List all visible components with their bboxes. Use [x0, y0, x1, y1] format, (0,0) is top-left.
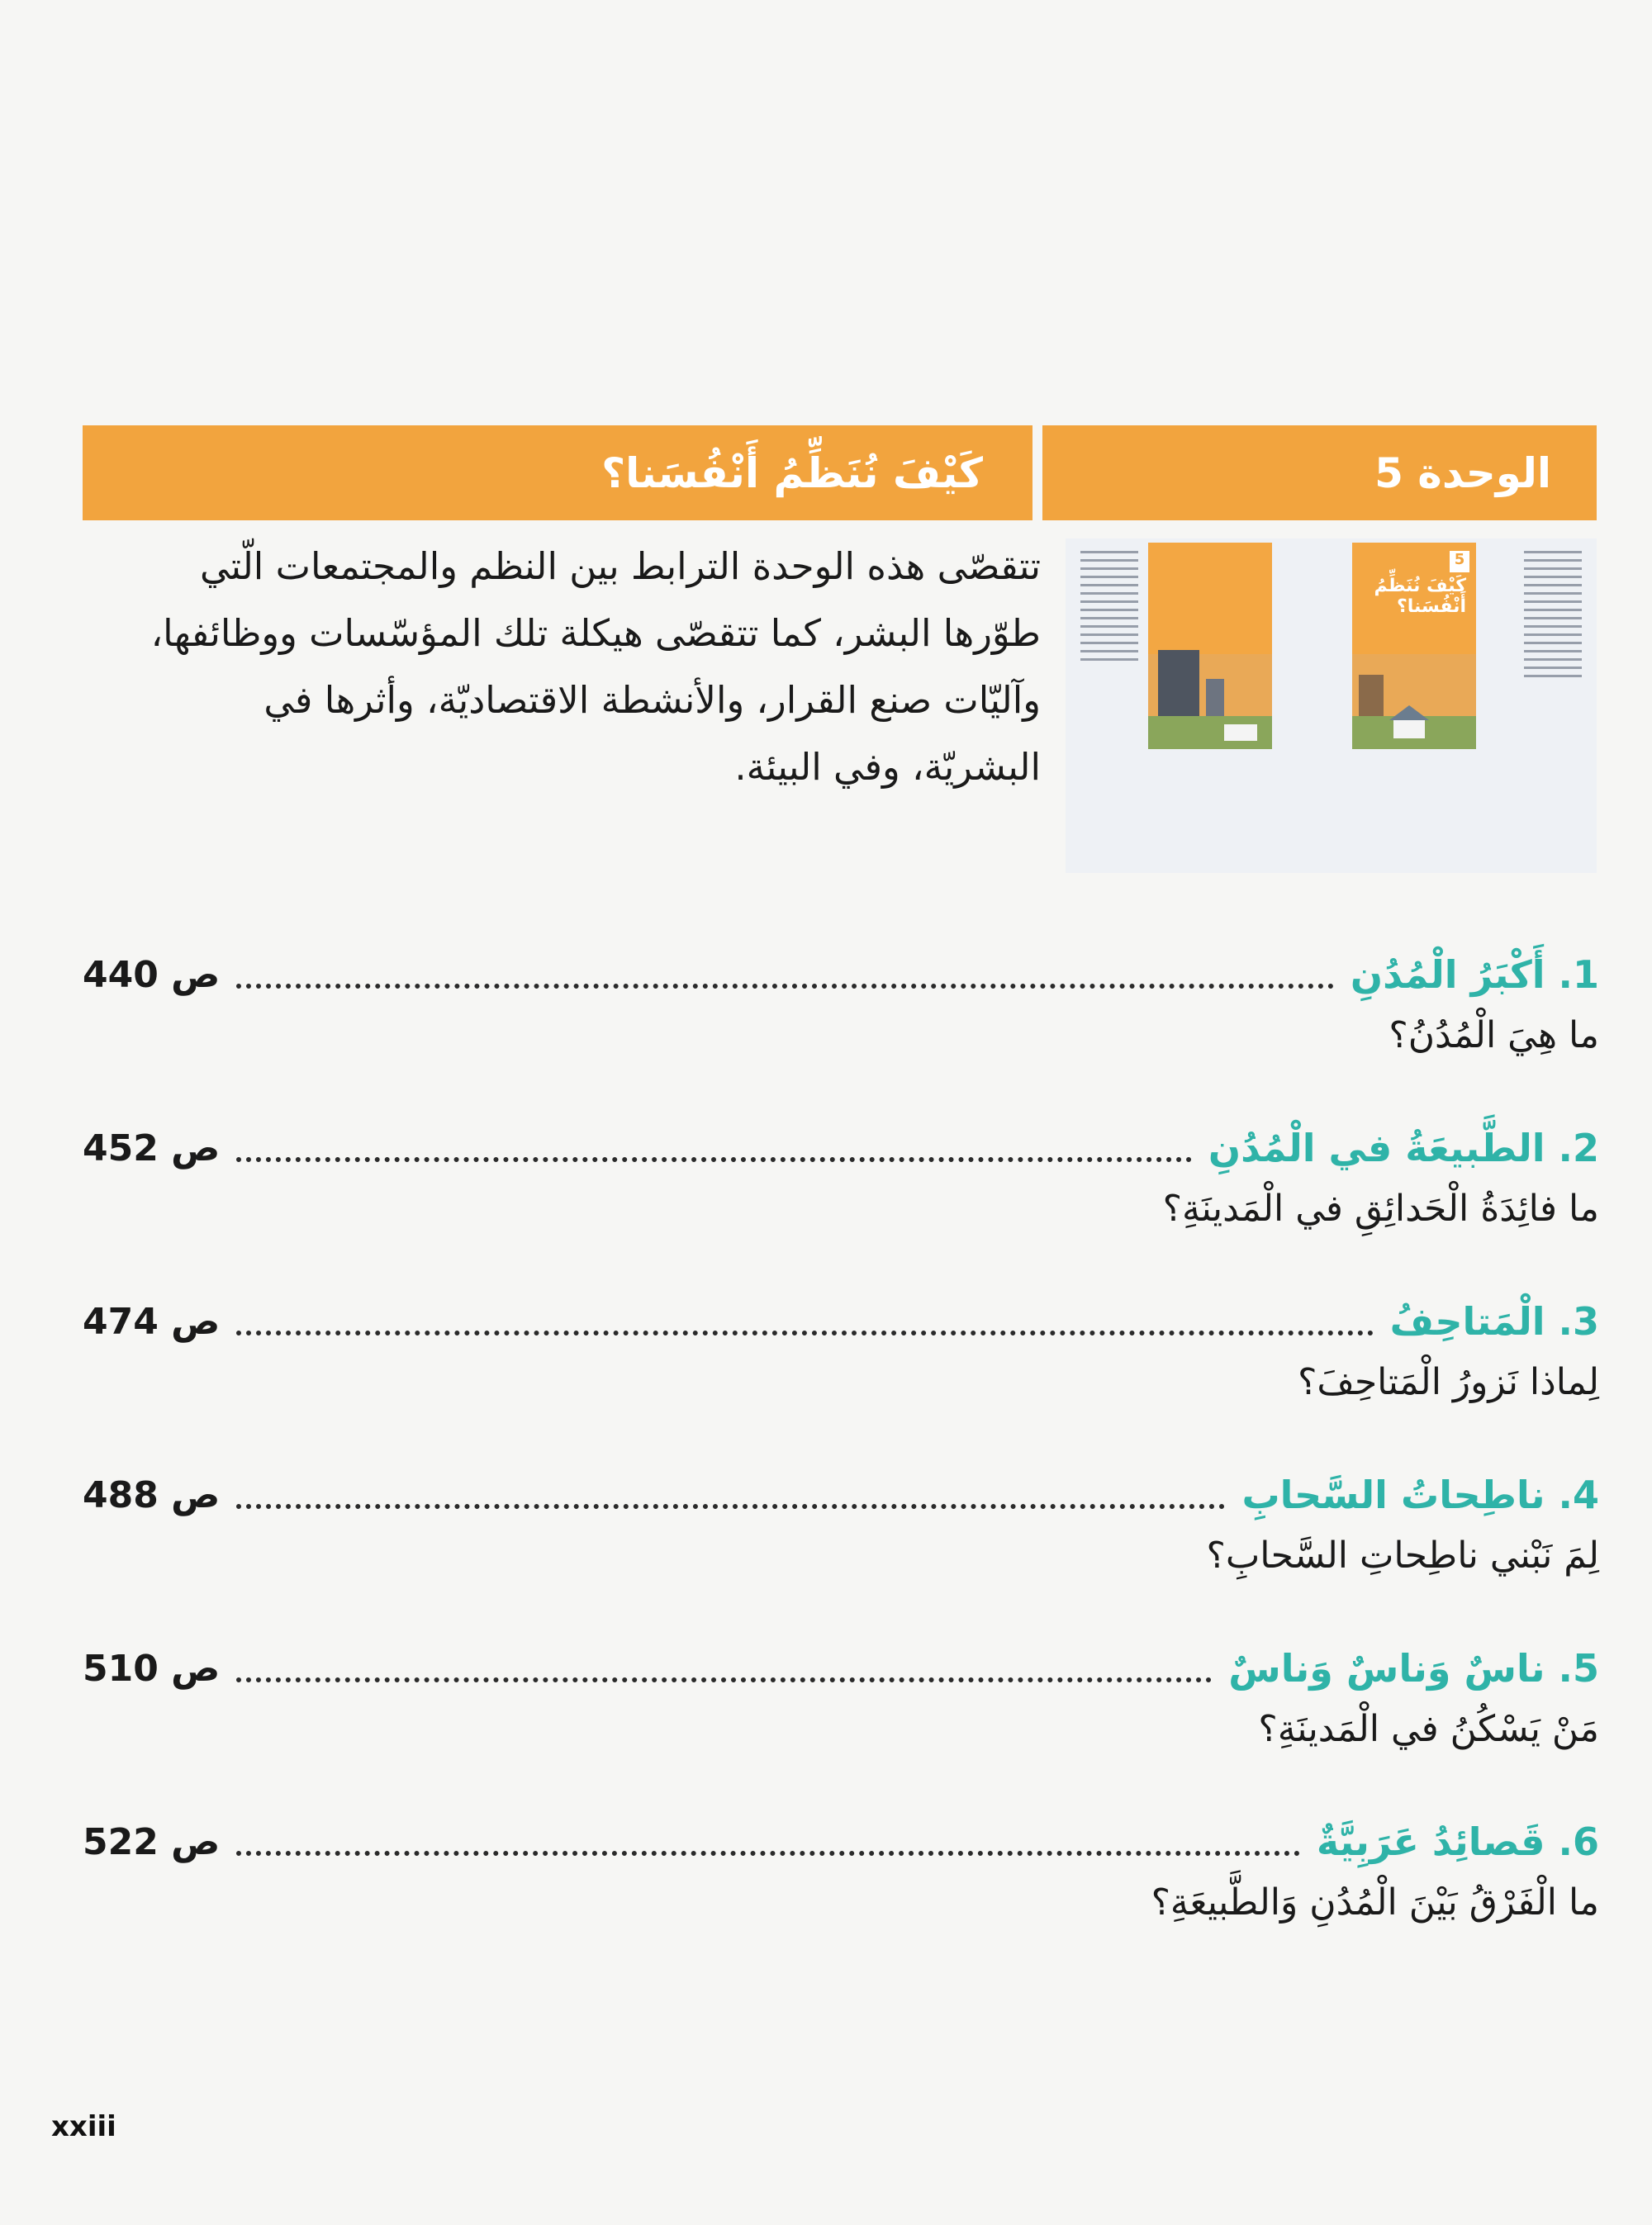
chapter-page: ص 474: [83, 1300, 221, 1343]
dotted-leader: [236, 1851, 1300, 1856]
thumbnail-text-left: [1080, 551, 1138, 745]
chapter-question: ما الْفَرْقُ بَيْنَ الْمُدُنِ وَالطَّبيعَةِ؟: [1151, 1881, 1599, 1924]
chapter-question: ما هِيَ الْمُدُنُ؟: [1389, 1014, 1599, 1056]
unit-title-box: [83, 425, 1032, 520]
chapter-item: [83, 1639, 1599, 1813]
chapter-title: 4. ناطِحاتُ السَّحابِ: [1241, 1473, 1599, 1517]
chapter-title-row[interactable]: [83, 1293, 1599, 1350]
chapter-item: [83, 1466, 1599, 1639]
chapter-title-row[interactable]: [83, 1119, 1599, 1177]
chapter-title-row[interactable]: [83, 1813, 1599, 1871]
chapter-title: 5. ناسٌ وَناسٌ وَناسٌ: [1228, 1646, 1599, 1691]
chapter-page: ص 440: [83, 953, 221, 996]
chapter-question: لِمَ نَبْني ناطِحاتِ السَّحابِ؟: [1206, 1535, 1599, 1577]
chapter-question: ما فائِدَةُ الْحَدائِقِ في الْمَدينَةِ؟: [1162, 1188, 1599, 1230]
dotted-leader: [236, 984, 1333, 989]
chapter-title: 6. قَصائِدُ عَرَبِيَّةٌ: [1316, 1819, 1599, 1864]
chapter-item: [83, 1293, 1599, 1466]
book-number-badge: 5: [1450, 551, 1469, 572]
dotted-leader: [236, 1331, 1373, 1335]
book-cover-title: كَيْفَ نُنَظِّمُ أَنْفُسَنا؟: [1374, 576, 1466, 617]
chapter-item: [83, 1813, 1599, 1986]
dotted-leader: [236, 1677, 1212, 1682]
chapter-page: ص 522: [83, 1820, 221, 1863]
unit-label: الوحدة 5: [1374, 448, 1551, 497]
chapter-title-row[interactable]: [83, 1639, 1599, 1697]
unit-label-box: [1042, 425, 1597, 520]
page-number: xxiii: [51, 2110, 116, 2143]
chapter-title-row[interactable]: [83, 946, 1599, 1003]
chapter-list: [83, 946, 1599, 1986]
chapter-item: [83, 1119, 1599, 1293]
unit-header: [83, 425, 1597, 520]
chapter-page: ص 452: [83, 1127, 221, 1169]
book-cover-thumbnail-left: [1148, 543, 1272, 749]
chapter-title: 3. الْمَتاحِفُ: [1389, 1299, 1599, 1344]
chapter-page: ص 510: [83, 1647, 221, 1690]
chapter-question: مَنْ يَسْكُنُ في الْمَدينَةِ؟: [1258, 1708, 1599, 1750]
unit-title: كَيْفَ نُنَظِّمُ أَنْفُسَنا؟: [601, 448, 983, 497]
dotted-leader: [236, 1157, 1191, 1162]
chapter-item: [83, 946, 1599, 1119]
chapter-page: ص 488: [83, 1473, 221, 1516]
thumbnail-text-right: [1524, 551, 1582, 745]
chapter-question: لِماذا نَزورُ الْمَتاحِفَ؟: [1298, 1361, 1599, 1403]
chapter-title: 1. أَكْبَرُ الْمُدُنِ: [1350, 952, 1599, 997]
unit-description: تتقصّى هذه الوحدة الترابط بين النظم والمجتمعات الّتي طوّرها البشر، كما تتقصّى هيكلة تلك المؤسّسات ووظائفها، وآليّات صنع القرار، والأنشطة الاقتصاديّة، وأثرها في البشريّة، وفي البيئة.: [150, 544, 1041, 789]
book-cover-thumbnail-right: [1352, 543, 1476, 749]
book-thumbnail-panel: [1066, 538, 1597, 873]
chapter-title-row[interactable]: [83, 1466, 1599, 1524]
dotted-leader: [236, 1504, 1225, 1509]
chapter-title: 2. الطَّبيعَةُ في الْمُدُنِ: [1208, 1126, 1599, 1170]
